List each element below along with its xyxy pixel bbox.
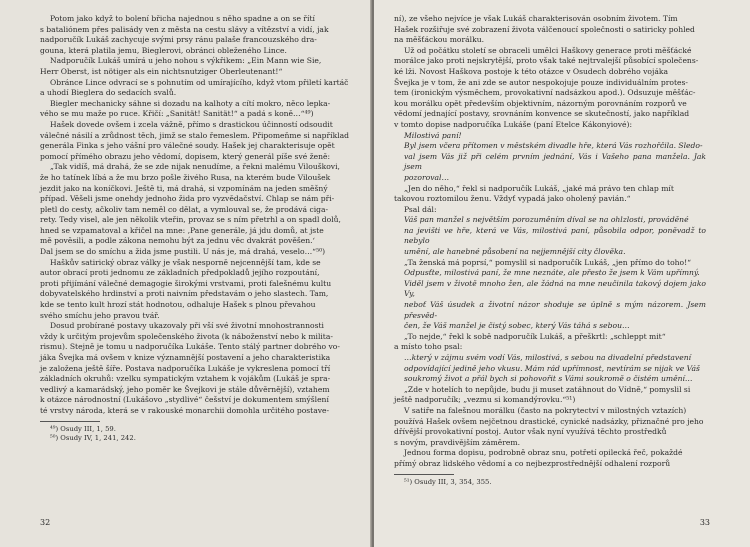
text-line: proti přijímání válečné demagogie širokými vrstvami, proti falešnému kultu [40, 278, 332, 288]
paragraph [40, 162, 356, 257]
text-line: Váš pan manžel s největším porozuměním díval se na ohlzlosti, prováděné [404, 215, 689, 225]
text-line: „Ta ženská má poprsí,“ pomyslil si nadporučík Lukáš, „jen přímo do toho!“ [404, 257, 692, 267]
paragraph [40, 321, 356, 416]
paragraph [394, 205, 712, 216]
text-line: Byl jsem včera přítomen v městském divadle hře, která Vás rozhořčila. Sledo- [404, 141, 703, 151]
text-line: Psal dál: [404, 204, 437, 214]
text-line: pozoroval… [404, 172, 450, 182]
text-line: Odpusťte, milostivá paní, že mne neznáte, ale přesto že jsem k Vám upřímný. [404, 268, 700, 278]
text-line: Herr Oberst, ist nötiger als ein nichtsnutziger Oberleutenant!“ [40, 66, 283, 76]
text-line: Hašek dovede ovšem i zcela vážně, přímo s drastickou účinností odsoudit [50, 119, 333, 129]
paragraph [40, 14, 356, 56]
paragraph [394, 184, 712, 205]
text-line: Švejka je v tom, že ani zde se autor nespokojuje pouze individuálním protes- [394, 77, 688, 87]
footnote: ⁴⁹) Osudy III, 1, 59. [50, 424, 116, 433]
text-line: Hašek rozšiřuje své zobrazení života válčenoucí společnosti o satiricky pohled [394, 24, 695, 34]
text-line: s novým, pravdivějším záměrem. [394, 437, 521, 447]
text-line: používá Hašek ovšem nejčetnou drastické, cynické nadsázky, přiznačné pro jeho [394, 416, 704, 426]
text-line: přímý obraz lidského vědomí a co nejbezprostřednější odhalení rozporů [394, 458, 671, 468]
text-line: morálce jako proti nejskrytější, proto však také nejtrvalejší působící společens- [394, 56, 699, 66]
paragraph [394, 332, 712, 353]
quoted-letter [394, 353, 712, 385]
text-line: k otázce národnostní (Lukášovo „stydlivé“ češství je dokumentem smýšlení [40, 395, 329, 405]
text-line: základních okruhů: vzelku sympatickým vztahem k vojákům (Lukáš je spra- [40, 374, 331, 384]
text-line: Obránce Lince odvrací se s pohnutím od umírajícího, když vtom přiletí kartáč [50, 77, 349, 87]
quoted-letter [394, 215, 712, 257]
text-line: jezdit jako na koníčkovi. Ještě ti, má drahá, si vzpomínám na jeden směšný [40, 183, 328, 193]
text-line: v tomto dopise nadporučíka Lukáše (paní Etelce Kákonyiové): [394, 119, 633, 129]
text-line: dobyvatelského hrdinství a proti naivním představám o jeho slastech. Tam, [40, 289, 329, 299]
text-line: Viděl jsem v životě mnoho žen, ale žádná na mne neučinila takový dojem jako Vy, [404, 278, 706, 299]
text-line: svého smíchu jeho pravou tvář. [40, 310, 160, 320]
text-line: na měšťáckou morálku. [394, 35, 484, 45]
footnote-rule [40, 421, 100, 422]
text-line: Milostivá paní! [404, 130, 462, 140]
text-line: Už od počátku století se obraceli umělci Haškovy generace proti měšťácké [404, 45, 692, 55]
footnote: ⁵¹) Osudy III, 3, 354, 355. [404, 477, 492, 486]
paragraph [394, 14, 712, 46]
footnote-rule [394, 474, 454, 475]
text-line: „Zde v hotelích to nepůjde, budu ji muset zatáhnout do Vídně,“ pomyslil si [404, 384, 691, 394]
right-page-text [394, 14, 712, 470]
right-page [374, 0, 750, 547]
text-line: hned se vzpamatoval a křičel na mne: ‚Pane generále, já jdu domů, at jste [40, 225, 324, 235]
text-line: tem (ironickým výsměchem, provokativní nadsázkou apod.). Odsuzuje měšťác- [394, 88, 696, 98]
paragraph [40, 56, 356, 77]
page-number-left: 32 [40, 518, 51, 527]
text-line: umění, ale hanebné působení na nejjemnější city člověka. [404, 247, 626, 257]
footnote: ⁵⁰) Osudy IV, 1, 241, 242. [50, 433, 136, 442]
text-line: kou morálku opět především objektivním, názorným porovnáním rozporů ve [394, 98, 687, 108]
text-line: válečné násilí a zrůdnost těch, jimž se stalo řemeslem. Připomeňme si například [40, 130, 350, 140]
text-line: jáka Švejka má ovšem v knize významnější postavení a jeho charakteristika [40, 353, 331, 362]
text-line: a místo toho psal: [394, 342, 463, 352]
text-line: vedlivý a kamarádský, jeho poměr ke Švejkovi je stále důvěrnější), vztahem [40, 384, 330, 394]
text-line: ní), ze všeho nejvíce je však Lukáš charakterisován osobním životem. Tím [394, 14, 678, 23]
text-line: a uhodí Bieglera do sedacích svalů. [40, 88, 177, 98]
paragraph [394, 406, 712, 448]
text-line: případ. Věšeli jsme onehdy jednoho žida pro vyzvědačství. Chlap se nám při- [40, 194, 335, 204]
text-line: na jevišti ve hře, která ve Vás, milostivá paní, působila odpor, poněvadž to nebylo [404, 225, 706, 246]
text-line: …který v zájmu svém vodí Vás, milostivá, s sebou na divadelní představení [404, 353, 692, 362]
text-line: s bataliónem přes palisády ven z města na cestu slávy a vítězství a vidí, jak [40, 24, 329, 34]
paragraph [394, 46, 712, 131]
paragraph [40, 78, 356, 99]
page-number-right: 33 [699, 518, 710, 527]
left-page-text [40, 14, 356, 417]
quoted-letter [394, 268, 712, 332]
text-line: vědomí jednající postavy, srovnáním konvence se skutečností, jako například [394, 109, 690, 119]
text-line: dřívější provokativní postoj. Autor však nyní využívá těchto prostředků [394, 427, 667, 437]
text-line: Biegler mechanicky sáhne si dozadu na kalhoty a cítí mokro, něco lepka- [50, 98, 331, 108]
text-line: soukromý život a přál bych si pohovořit s Vámi soukromě o čistém umění… [404, 374, 693, 384]
text-line: rismu). Stejně je tomu u nadporučíka Lukáše. Tento stálý partner dobrého vo- [40, 342, 340, 352]
text-line: je založena ještě šíře. Postava nadporučíka Lukáše je vykreslena pomocí tří [40, 363, 331, 373]
text-line: čen, že Váš manžel je čistý sobec, který Vás táhá s sebou… [404, 321, 630, 331]
text-line: Dal jsem se do smíchu a žida jsme pustili. U nás je, má drahá, veselo…“⁵⁰) [40, 247, 326, 257]
text-line: takovou roztomilou ženu. Vždyť vypadá jako oholený pavián.“ [394, 194, 631, 204]
text-line: nadporučík Lukáš zachycuje svými prsy ránu palaše francouzského dra- [40, 35, 317, 45]
text-line: vého se mu maže po ruce. Křičí: „Sanität! Sanität!“ a padá s koně…“⁴⁹) [40, 109, 314, 119]
text-line: Dosud probírané postavy ukazovaly při vší své životní mnohostrannosti [50, 321, 324, 331]
text-line: Haškův satirický obraz války je však nesporně nejcennější tam, kde se [50, 257, 321, 267]
text-line: rety. Tedy visel, ale jen několik vteřin, provaz se s ním přetrhl a on spadl dolů, [40, 215, 341, 225]
text-line: Nadporučík Lukáš umírá u jeho nohou s výkřikem: „Ein Mann wie Sie, [50, 56, 322, 66]
text-line: „To nejde,“ řekl k sobě nadporučík Lukáš, a přeškrtl: „schleppt mit“ [404, 331, 666, 341]
text-line: odpovídající jedině jeho vkusu. Mám rád upřímnost, nevtírám se nijak ve Váš [404, 363, 700, 373]
text-line: vždy k určitým projevům společenského života (k náboženství nebo k milita- [40, 331, 333, 341]
text-line: „Tak vidíš, má drahá, že se zde nijak nenudíme, a řekni malému Vilouškovi, [50, 162, 340, 172]
right-footnotes [394, 478, 712, 487]
text-line: té vrstvy národa, která se v rakouské monarchii domohla určitého postave- [40, 405, 330, 415]
quoted-letter [394, 131, 712, 184]
text-line: neboť Váš úsudek a životní názor shoduje se úplně s mým názorem. Jsem přesvěd- [404, 300, 706, 320]
paragraph [40, 120, 356, 162]
paragraph [394, 385, 712, 406]
left-page [0, 0, 372, 547]
text-line: Jednou forma dopisu, podrobně obraz snu, potřetí opilecká řeč, pokaždé [404, 448, 683, 458]
text-line: „Jen do něho,“ řekl si nadporučík Lukáš, „jaké má právo ten chlap mít [404, 183, 674, 193]
text-line: kde se tento kult hrozí stát hodnotou, odhaluje Hašek s plnou převahou [40, 300, 316, 310]
text-line: ještě nadporučík; „vezmu si komandýrovku.“⁵¹) [394, 395, 576, 405]
text-line: ké lži. Novost Haškova postoje k této otázce v Osudech dobrého vojáka [394, 66, 669, 76]
paragraph [40, 258, 356, 322]
text-line: autor obrací proti jednomu ze základních předpokladů jejího rozpoutání, [40, 268, 320, 278]
text-line: generála Finka s jeho vášní pro válečné soudy. Hašek jej charakterisuje opět [40, 141, 335, 151]
text-line: gouna, která platila jemu, Bieglerovi, obránci obleženého Lince. [40, 45, 287, 55]
text-line: V satiře na falešnou morálku (často na pokrytectví v milostných vztazích) [404, 405, 687, 415]
text-line: pletl do cesty, ačkoliv tam neměl co dělat, a vymlouval se, že prodává ciga- [40, 204, 329, 214]
text-line: pomocí přímého obrazu jeho vědomí, dopisem, který generál píše své ženě: [40, 151, 331, 161]
text-line: mě pověsili, a podle zákona nemohu být za jednu věc dvakrát pověšen.‘ [40, 236, 315, 246]
paragraph [394, 258, 712, 269]
paragraph [40, 99, 356, 120]
left-footnotes [40, 425, 356, 444]
text-line: Potom jako když to bolení břicha najednou s něho spadne a on se řítí [50, 14, 315, 23]
text-line: že ho tatínek líbá a že mu brzo pošle živého Rusa, na kterém bude Viloušek [40, 172, 331, 182]
paragraph [394, 448, 712, 469]
text-line: val jsem Vás již při celém prvním jednání, Vás i Vašeho pana manžela. Jak jsem [404, 151, 706, 172]
